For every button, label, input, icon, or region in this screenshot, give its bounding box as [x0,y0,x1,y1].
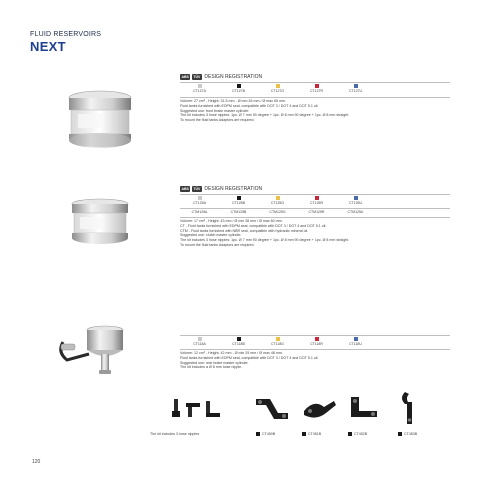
product-title: NEXT [30,39,66,54]
blue-swatch [354,196,358,200]
divider [180,194,450,195]
reservoir-large-icon [60,80,140,160]
adaptor-bracket-icon [300,395,340,425]
grey-swatch [198,196,202,200]
adaptor-2-image [300,395,340,425]
variant-code: CT125B [232,201,245,205]
black-swatch [302,432,306,436]
abs-badge: ABS [181,187,189,191]
product-image-ct118 [55,320,145,380]
description-ct118 [180,351,480,370]
variant-black [219,84,258,94]
black-swatch [237,337,241,341]
variant-code: CT127G [270,89,285,93]
hose-nipples-image [168,395,230,427]
page-number: 120 [32,459,41,465]
black-swatch [237,196,241,200]
variant-red [297,337,336,347]
red-swatch [315,84,319,88]
variant-code: CT118R [310,342,323,346]
desc-line: The kit includes 3 hose nipples: 1pc. Ø 7 mm 90 degree + 1pc. Ø 8 mm 90 degree + 1pc. Ø 8 mm straight. [180,238,350,243]
variant-blue [336,337,375,347]
hose-nipples-caption: The kit includes 3 hose nipples [150,432,200,436]
variant-code: CT118B [232,342,245,346]
variant-code-cell: CTM125U [347,210,364,214]
black-swatch [237,84,241,88]
variant-code: CT127A [193,89,206,93]
variant-blue [336,196,375,206]
hose-nipple-icon [168,395,230,427]
blue-swatch [354,84,358,88]
adaptor-code: CT453B [404,432,418,436]
variant-code: CT125R [309,201,324,205]
variant-blue [336,84,375,94]
divider [180,82,450,83]
tuv-badge: TÜV [193,75,201,79]
variant-red [297,196,336,206]
product-image-ct127 [60,80,140,160]
variant-black [219,196,258,206]
variant-code: CT127U [348,89,363,93]
red-swatch [315,337,319,341]
desc-line: Suggested use: clutch master cylinder. [180,233,242,238]
black-swatch [256,432,260,436]
adaptor-1-image [252,393,292,427]
desc-line: The kit includes 3 hose nipples: 1pc. Ø 7 mm 90 degree + 1pc. Ø 8 mm 90 degree + 1pc. Ø 8 mm straight. [180,113,350,118]
desc-line: Suggested use: rear brake master cylinder. [180,360,249,365]
description-ct127 [180,99,480,123]
section-label: DESIGN REGISTRATION [204,74,263,80]
grey-swatch [198,84,202,88]
variant-code: CT118G [271,342,284,346]
divider [180,208,450,209]
adaptor-code: CT452B [354,432,368,436]
blue-swatch [354,337,358,341]
variant-code: CT125U [348,201,363,205]
section-header-ct127 [180,74,262,80]
desc-line: Volume: 27 cm³ - Height: 31.5 mm - Ø mm 45 mm / Ø max 65 mm. [180,99,287,103]
category-title: FLUID RESERVOIRS [30,31,102,38]
divider [180,335,450,336]
divider [180,217,450,218]
variant-code: CT125G [270,201,285,205]
variant-code: CT127B [232,89,245,93]
variant-gold [258,84,297,94]
section-header-ct125 [180,186,262,192]
desc-line: CTM - Fluid tanks furnished with NBR seal, compatible with hydraulic mineral oil. [180,228,309,233]
desc-line: CT - Fluid tanks furnished with EDPM seal, compatible with DOT 3 / DOT 4 and DOT 5.1 oil. [180,223,327,228]
variant-black [219,337,258,347]
variant-code-cell: CTM125A [191,210,208,214]
variant-grey [180,84,219,94]
variant-grey [180,196,219,206]
black-swatch [398,432,402,436]
adaptor-4-image [395,388,425,428]
color-codes-ct125 [180,196,375,206]
variant-grey [180,337,219,347]
variant-code-cell: CTM125B [230,210,247,214]
variant-gold [258,196,297,206]
red-swatch [315,196,319,200]
desc-line: The kit includes a Ø 8 mm hose nipple. [180,365,243,370]
variant-code: CT118U [349,342,362,346]
divider [180,97,450,98]
adaptor-code: CT451B [308,432,322,436]
divider [180,349,450,350]
color-codes-ct127 [180,84,375,94]
adaptor-bracket-icon [345,393,385,427]
abs-badge: ABS [181,75,189,79]
variant-code: CT118A [193,342,206,346]
section-label: DESIGN REGISTRATION [204,186,263,192]
variant-red [297,84,336,94]
desc-line: To mount the fluid tanks Adaptors are required. [180,118,255,123]
adaptor-code: CT450B [262,432,276,436]
desc-line: Volume: 12 cm³ - Height: 42 mm - Ø min 29 mm / Ø max 48 mm. [180,351,283,355]
gold-swatch [276,84,280,88]
desc-line: Suggested use: front brake master cylinder. [180,108,250,113]
product-image-ct125 [60,195,140,250]
adaptor-bracket-icon [395,388,425,428]
reservoir-small-icon [55,320,145,380]
desc-line: Fluid tanks furnished with EDPM seal, compatible with DOT 3 / DOT 4 and DOT 5.1 oil. [180,103,319,108]
adaptor-2-label [302,432,321,436]
gold-swatch [276,337,280,341]
reservoir-medium-icon [60,195,140,250]
adaptor-3-label [348,432,367,436]
adaptor-4-label [398,432,417,436]
adaptor-bracket-icon [252,393,292,427]
variant-code: CT125A [193,201,206,205]
color-codes-ct118 [180,337,375,347]
variant-code: CT127R [309,89,324,93]
grey-swatch [198,337,202,341]
color-codes-ctm125 [180,210,375,215]
gold-swatch [276,196,280,200]
variant-gold [258,337,297,347]
black-swatch [348,432,352,436]
variant-code-cell: CTM125R [308,210,325,214]
adaptor-1-label [256,432,275,436]
adaptor-3-image [345,393,385,427]
desc-line: To mount the fluid tanks Adaptors are required. [180,242,255,247]
tuv-badge: TÜV [193,187,201,191]
desc-line: Volume: 17 cm³ - Height: 43 mm / Ø min 38 mm / Ø max 60 mm. [180,219,283,223]
desc-line: Fluid tanks furnished with EDPM seal, compatible with DOT 3 / DOT 4 and DOT 5.1 oil. [180,355,319,360]
description-ct125 [180,219,480,248]
variant-code-cell: CTM125G [269,210,286,214]
